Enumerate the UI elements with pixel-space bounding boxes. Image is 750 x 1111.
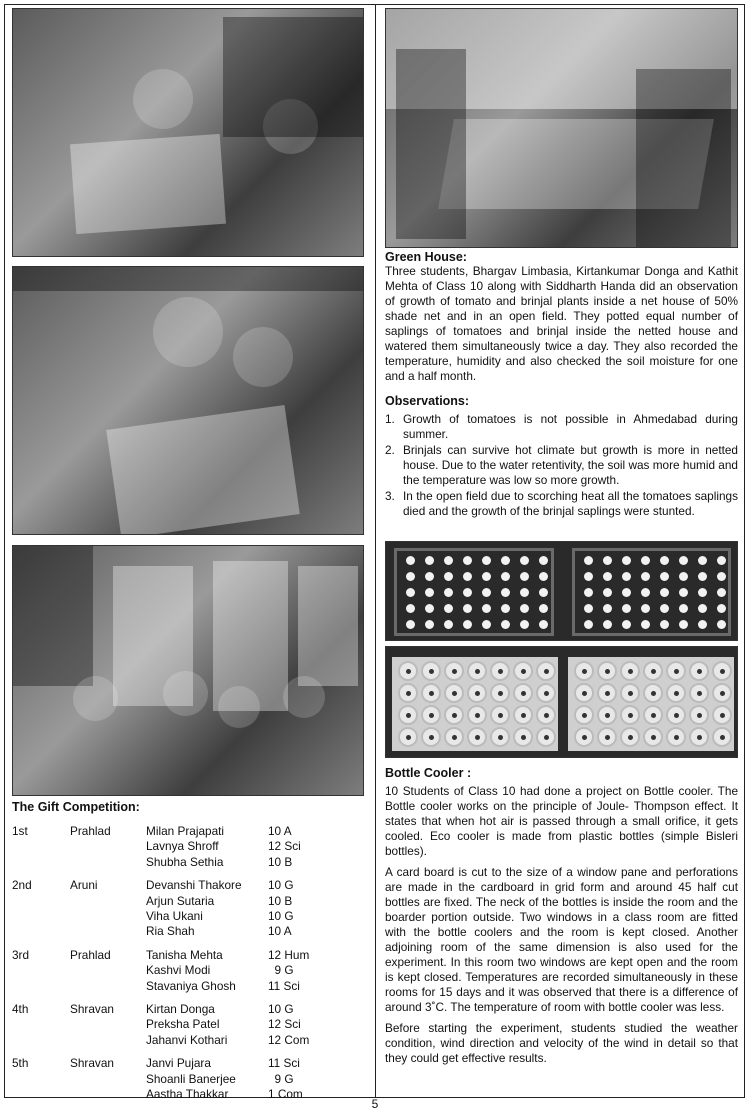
- house-cell: Aruni: [70, 878, 98, 893]
- table-row: [12, 924, 338, 939]
- class-cell: 11 Sci: [268, 978, 300, 993]
- rank-cell: 4th: [12, 1002, 29, 1017]
- table-row: [12, 855, 338, 870]
- table-row: [12, 909, 338, 924]
- house-cell: Shravan: [70, 1056, 114, 1071]
- observations-list: [385, 412, 738, 519]
- class-cell: 10 B: [268, 893, 293, 908]
- rank-cell: [12, 979, 70, 994]
- house-cell: [70, 1033, 146, 1048]
- observation-item: 1. Growth of tomatoes is not possible in Ahmedabad during summer.: [385, 412, 738, 441]
- house-cell: [70, 894, 146, 909]
- page-number: 5: [371, 1097, 379, 1111]
- house-cell: [70, 979, 146, 994]
- rank-cell: [12, 839, 70, 854]
- rank-cell: [12, 1072, 70, 1087]
- rank-cell: [12, 909, 70, 924]
- green-house-heading: Green House:: [385, 250, 467, 264]
- house-cell: [70, 839, 146, 854]
- gift-competition-section: [12, 800, 368, 1103]
- class-cell: 9 G: [268, 1071, 294, 1086]
- bottle-cooler-paragraph-2: A card board is cut to the size of a window pane and perforations are made in the cardboard in grid form and around 45 half cut bottles are fixed. The neck of the bottles is inside the room and the boarder portion outside. Two windows in a class room are fitted with the bottle coolers and the room is kept closed. Another adjoining room of the same dimension is also used for the experiment. In this room two windows are kept open and the room is kept closed. Temperatures are recorded simultaneously in these rooms for 15 days and it was observed that there is a difference of around 3˚C. The temperature of room with bottle cooler was less.: [385, 865, 738, 1014]
- class-cell: 12 Sci: [268, 1017, 301, 1032]
- winner-name-cell: Preksha Patel: [146, 1017, 220, 1032]
- winner-name-cell: Kirtan Donga: [146, 1002, 215, 1017]
- winner-name-cell: Aastha Thakkar: [146, 1087, 229, 1102]
- table-row: [12, 1056, 338, 1071]
- table-row: [12, 824, 338, 839]
- winner-name-cell: Stavaniya Ghosh: [146, 978, 236, 993]
- class-cell: 12 Com: [268, 1032, 310, 1047]
- winner-name-cell: Lavnya Shroff: [146, 839, 219, 854]
- rank-cell: [12, 894, 70, 909]
- house-cell: Prahlad: [70, 947, 111, 962]
- house-cell: [70, 1017, 146, 1032]
- house-cell: [70, 1072, 146, 1087]
- photo-green-house: [385, 8, 738, 248]
- table-row: [12, 1033, 338, 1048]
- winner-name-cell: Arjun Sutaria: [146, 893, 215, 908]
- gift-results-table: [12, 824, 338, 1103]
- table-row: [12, 839, 338, 854]
- group-spacer: [12, 940, 338, 948]
- class-cell: 1 Com: [268, 1087, 303, 1102]
- rank-cell: [12, 924, 70, 939]
- photo-bottle-cooler-panels-bottles: [385, 646, 738, 758]
- class-cell: 10 A: [268, 824, 292, 838]
- table-row: [12, 894, 338, 909]
- observations-heading: Observations:: [385, 394, 470, 408]
- rank-cell: [12, 1017, 70, 1032]
- rank-cell: 5th: [12, 1056, 29, 1071]
- class-cell: 12 Hum: [268, 947, 310, 962]
- rank-cell: 2nd: [12, 878, 32, 893]
- green-house-text: Three students, Bhargav Limbasia, Kirtankumar Donga and Kathit Mehta of Class 10 along with Siddharth Handa did an observation of growth of tomato and brinjal plants inside a net house of 50% shade net and in an open field. They potted equal number of saplings of tomatoes and brinjal inside the netted house and watered them simultaneously twice a day. They also recorded the temperature, humidity and also checked the soil moisture for one and a half month.: [385, 264, 738, 383]
- winner-name-cell: Kashvi Modi: [146, 963, 211, 978]
- class-cell: 10 G: [268, 878, 294, 893]
- house-cell: Prahlad: [70, 824, 111, 838]
- winner-name-cell: Viha Ukani: [146, 909, 203, 924]
- group-spacer: [12, 1048, 338, 1056]
- class-cell: 11 Sci: [268, 1056, 300, 1071]
- table-row: [12, 1017, 338, 1032]
- winner-name-cell: Jahanvi Kothari: [146, 1032, 228, 1047]
- bottle-cooler-heading: Bottle Cooler :: [385, 766, 472, 780]
- rank-cell: [12, 1033, 70, 1048]
- observations-section: [385, 394, 738, 520]
- house-cell: [70, 963, 146, 978]
- photo-bottle-cooler-panels-front: [385, 541, 738, 641]
- rank-cell: 3rd: [12, 947, 30, 962]
- class-cell: 9 G: [268, 963, 294, 978]
- photo-students-drawing-poster: [12, 266, 364, 535]
- group-spacer: [12, 870, 338, 878]
- observation-item: 2. Brinjals can survive hot climate but growth is more in netted house. Due to the water retentivity, the soil was more humid and the temperature was low so more growth.: [385, 443, 738, 487]
- winner-name-cell: Milan Prajapati: [146, 824, 225, 838]
- rank-cell: 1st: [12, 824, 28, 838]
- class-cell: 10 B: [268, 854, 293, 869]
- class-cell: 10 G: [268, 909, 294, 924]
- table-row: [12, 1002, 338, 1017]
- class-cell: 10 A: [268, 924, 292, 939]
- winner-name-cell: Janvi Pujara: [146, 1056, 211, 1071]
- column-divider: [375, 4, 376, 1098]
- winner-name-cell: Shubha Sethia: [146, 854, 224, 869]
- bottle-cooler-paragraph-3: Before starting the experiment, students studied the weather condition, wind direction and velocity of the wind in detail so that they could get effective results.: [385, 1021, 738, 1065]
- table-row: [12, 979, 338, 994]
- winner-name-cell: Devanshi Thakore: [146, 878, 242, 893]
- group-spacer: [12, 994, 338, 1002]
- gift-competition-heading: The Gift Competition:: [12, 800, 140, 814]
- table-row: [12, 1072, 338, 1087]
- bottle-cooler-section: [385, 766, 738, 1066]
- winner-name-cell: Tanisha Mehta: [146, 947, 223, 962]
- bottle-cooler-paragraph-1: 10 Students of Class 10 had done a project on Bottle cooler. The Bottle cooler works on the principle of Joule- Thompson effect. It states that when hot air is passed through a small orifice, it gets cooled. Eco cooler is made from plastic bottles (simple Bisleri bottles).: [385, 784, 738, 858]
- winner-name-cell: Shoanli Banerjee: [146, 1071, 236, 1086]
- rank-cell: [12, 855, 70, 870]
- observation-item: 3. In the open field due to scorching heat all the tomatoes saplings died and the growth of the brinjal saplings were stunted.: [385, 489, 738, 518]
- winner-name-cell: Ria Shah: [146, 924, 195, 939]
- house-cell: [70, 909, 146, 924]
- table-row: [12, 878, 338, 893]
- photo-gift-competition-winners: [12, 545, 364, 796]
- class-cell: 12 Sci: [268, 839, 301, 854]
- house-cell: [70, 855, 146, 870]
- photo-students-painting-bags: [12, 8, 364, 257]
- table-row: [12, 963, 338, 978]
- rank-cell: [12, 963, 70, 978]
- house-cell: [70, 924, 146, 939]
- class-cell: 10 G: [268, 1002, 294, 1017]
- green-house-section: [385, 250, 738, 384]
- table-row: [12, 948, 338, 963]
- house-cell: Shravan: [70, 1002, 114, 1017]
